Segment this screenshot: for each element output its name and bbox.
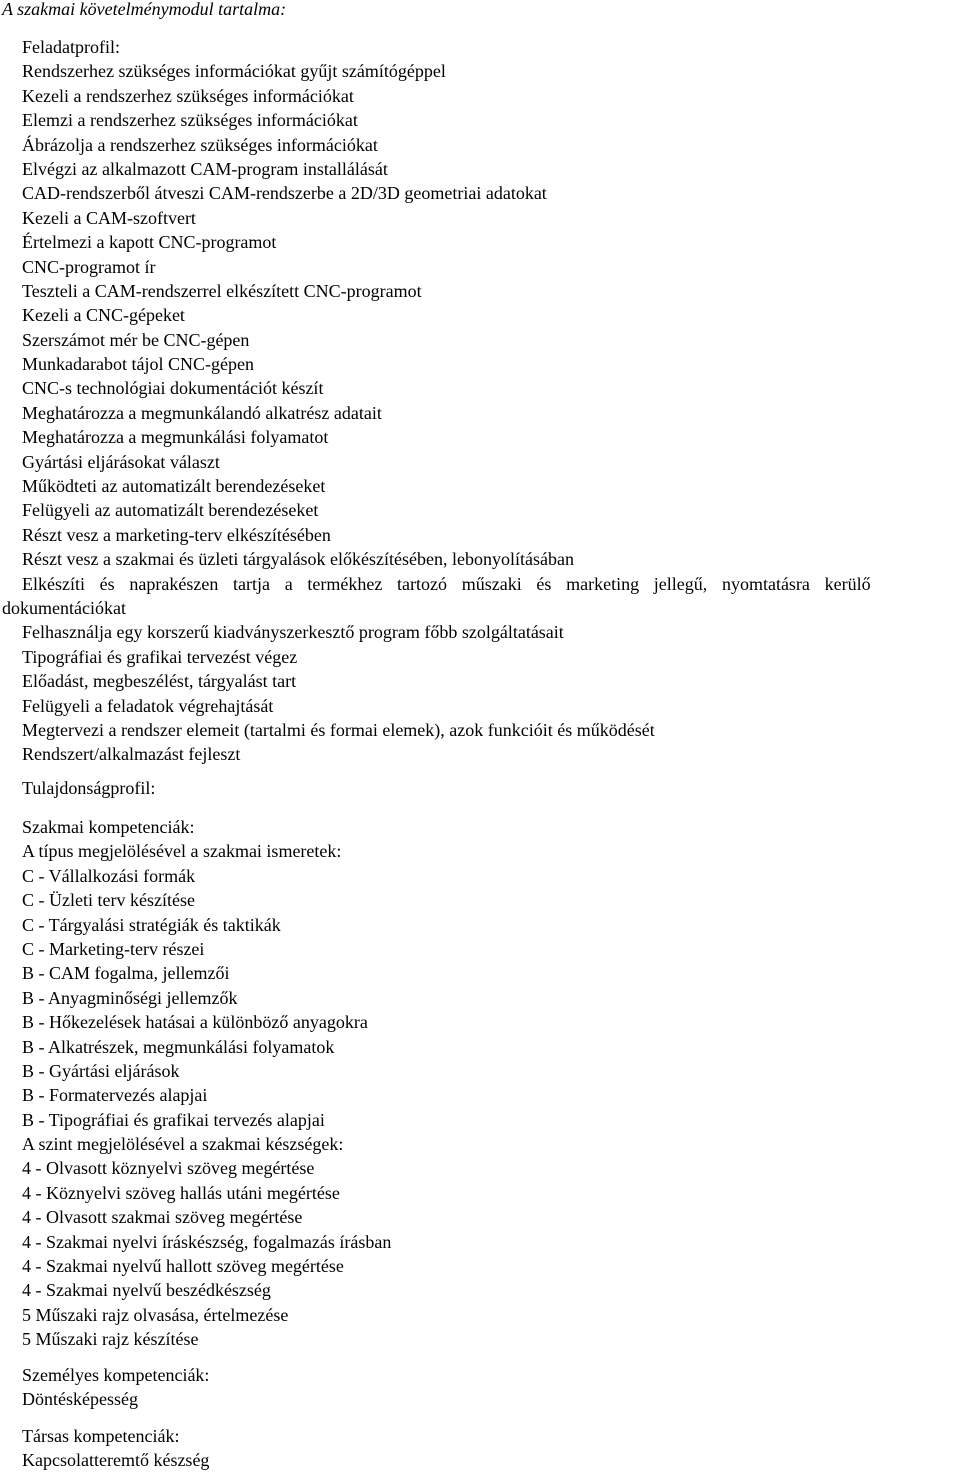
list-item: 4 - Olvasott szakmai szöveg megértése [22,1207,303,1228]
list-item: C - Üzleti terv készítése [22,890,195,911]
list-item: C - Vállalkozási formák [22,865,196,886]
list-item: 4 - Olvasott köznyelvi szöveg megértése [22,1158,315,1179]
list-item: C - Tárgyalási stratégiák és taktikák [22,914,281,935]
list-item: Gyártási eljárásokat választ [22,451,220,472]
list-item: Döntésképesség [22,1389,138,1410]
list-item: B - Alkatrészek, megmunkálási folyamatok [22,1036,335,1057]
list-item: Felhasználja egy korszerű kiadványszerkesztő program főbb szolgáltatásait [22,622,564,643]
list-item: Előadást, megbeszélést, tárgyalást tart [22,671,297,692]
list-item: Ábrázolja a rendszerhez szükséges információkat [22,134,378,155]
list-item: 4 - Köznyelvi szöveg hallás utáni megértése [22,1182,340,1203]
list-item: Kezeli a rendszerhez szükséges információkat [22,85,354,106]
long-item-line-1: Elkészíti és naprakészen tartja a termékhez tartozó műszaki és marketing jellegű, nyomtatásra kerülő [22,573,871,594]
szemelyes-kompetenciak-section [22,1363,958,1412]
list-item: Kezeli a CNC-gépeket [22,305,185,326]
feladatprofil-list-continued [22,620,958,766]
szakmai-kompetenciak-section [22,815,958,1352]
tarsas-kompetenciak-list [22,1448,958,1472]
feladatprofil-long-item [2,572,958,621]
list-item: Szerszámot mér be CNC-gépen [22,329,250,350]
list-item: A szint megjelölésével a szakmai készségek: [22,1134,344,1155]
list-item: B - Anyagminőségi jellemzők [22,987,238,1008]
list-item: Meghatározza a megmunkálandó alkatrész adatait [22,402,382,423]
list-item: 4 - Szakmai nyelvű beszédkészség [22,1280,271,1301]
list-item: 5 Műszaki rajz olvasása, értelmezése [22,1304,289,1325]
feladatprofil-section [2,35,958,767]
szemelyes-kompetenciak-heading: Személyes kompetenciák: [22,1365,210,1385]
list-item: Felügyeli az automatizált berendezéseket [22,500,319,521]
list-item: Rendszerhez szükséges információkat gyűjt számítógéppel [22,61,446,82]
list-item: Felügyeli a feladatok végrehajtását [22,695,274,716]
list-item: B - CAM fogalma, jellemzői [22,963,230,984]
tarsas-kompetenciak-heading: Társas kompetenciák: [22,1426,180,1446]
list-item: Elvégzi az alkalmazott CAM-program installálását [22,158,388,179]
list-item: Elemzi a rendszerhez szükséges információkat [22,110,358,131]
szakmai-kompetenciak-heading: Szakmai kompetenciák: [22,817,195,837]
list-item: Részt vesz a marketing-terv elkészítésében [22,524,331,545]
tulajdonsagprofil-heading: Tulajdonságprofil: [22,778,156,798]
document-title: A szakmai követelménymodul tartalma: [2,0,287,19]
list-item: CAD-rendszerből átveszi CAM-rendszerbe a 2D/3D geometriai adatokat [22,183,547,204]
tulajdonsagprofil-section [22,776,958,800]
list-item: 4 - Szakmai nyelvű hallott szöveg megértése [22,1256,344,1277]
szakmai-kompetenciak-list [22,839,958,1351]
list-item: B - Formatervezés alapjai [22,1085,208,1106]
szemelyes-kompetenciak-list [22,1387,958,1411]
list-item: Meghatározza a megmunkálási folyamatot [22,427,329,448]
list-item: A típus megjelölésével a szakmai ismeretek: [22,841,342,862]
list-item: 5 Műszaki rajz készítése [22,1329,199,1350]
list-item: Tipográfiai és grafikai tervezést végez [22,646,298,667]
feladatprofil-list [22,59,958,571]
list-item: Kapcsolatteremtő készség [22,1450,210,1471]
list-item: CNC-s technológiai dokumentációt készít [22,378,324,399]
list-item: Munkadarabot tájol CNC-gépen [22,354,254,375]
list-item: C - Marketing-terv részei [22,938,205,959]
long-item-line-2: dokumentációkat [2,597,126,618]
tarsas-kompetenciak-section [22,1424,958,1473]
list-item: Megtervezi a rendszer elemeit (tartalmi és formai elemek), azok funkcióit és működését [22,719,655,740]
list-item: B - Tipográfiai és grafikai tervezés alapjai [22,1109,325,1130]
list-item: Kezeli a CAM-szoftvert [22,207,196,228]
list-item: CNC-programot ír [22,256,156,277]
list-item: 4 - Szakmai nyelvi íráskészség, fogalmazás írásban [22,1231,392,1252]
list-item: Működteti az automatizált berendezéseket [22,476,326,497]
feladatprofil-heading: Feladatprofil: [22,37,120,57]
list-item: Rendszert/alkalmazást fejleszt [22,744,241,765]
list-item: B - Gyártási eljárások [22,1060,180,1081]
list-item: Teszteli a CAM-rendszerrel elkészített CNC-programot [22,280,422,301]
list-item: Részt vesz a szakmai és üzleti tárgyalások előkészítésében, lebonyolításában [22,549,574,570]
list-item: Értelmezi a kapott CNC-programot [22,232,277,253]
list-item: B - Hőkezelések hatásai a különböző anyagokra [22,1012,368,1033]
